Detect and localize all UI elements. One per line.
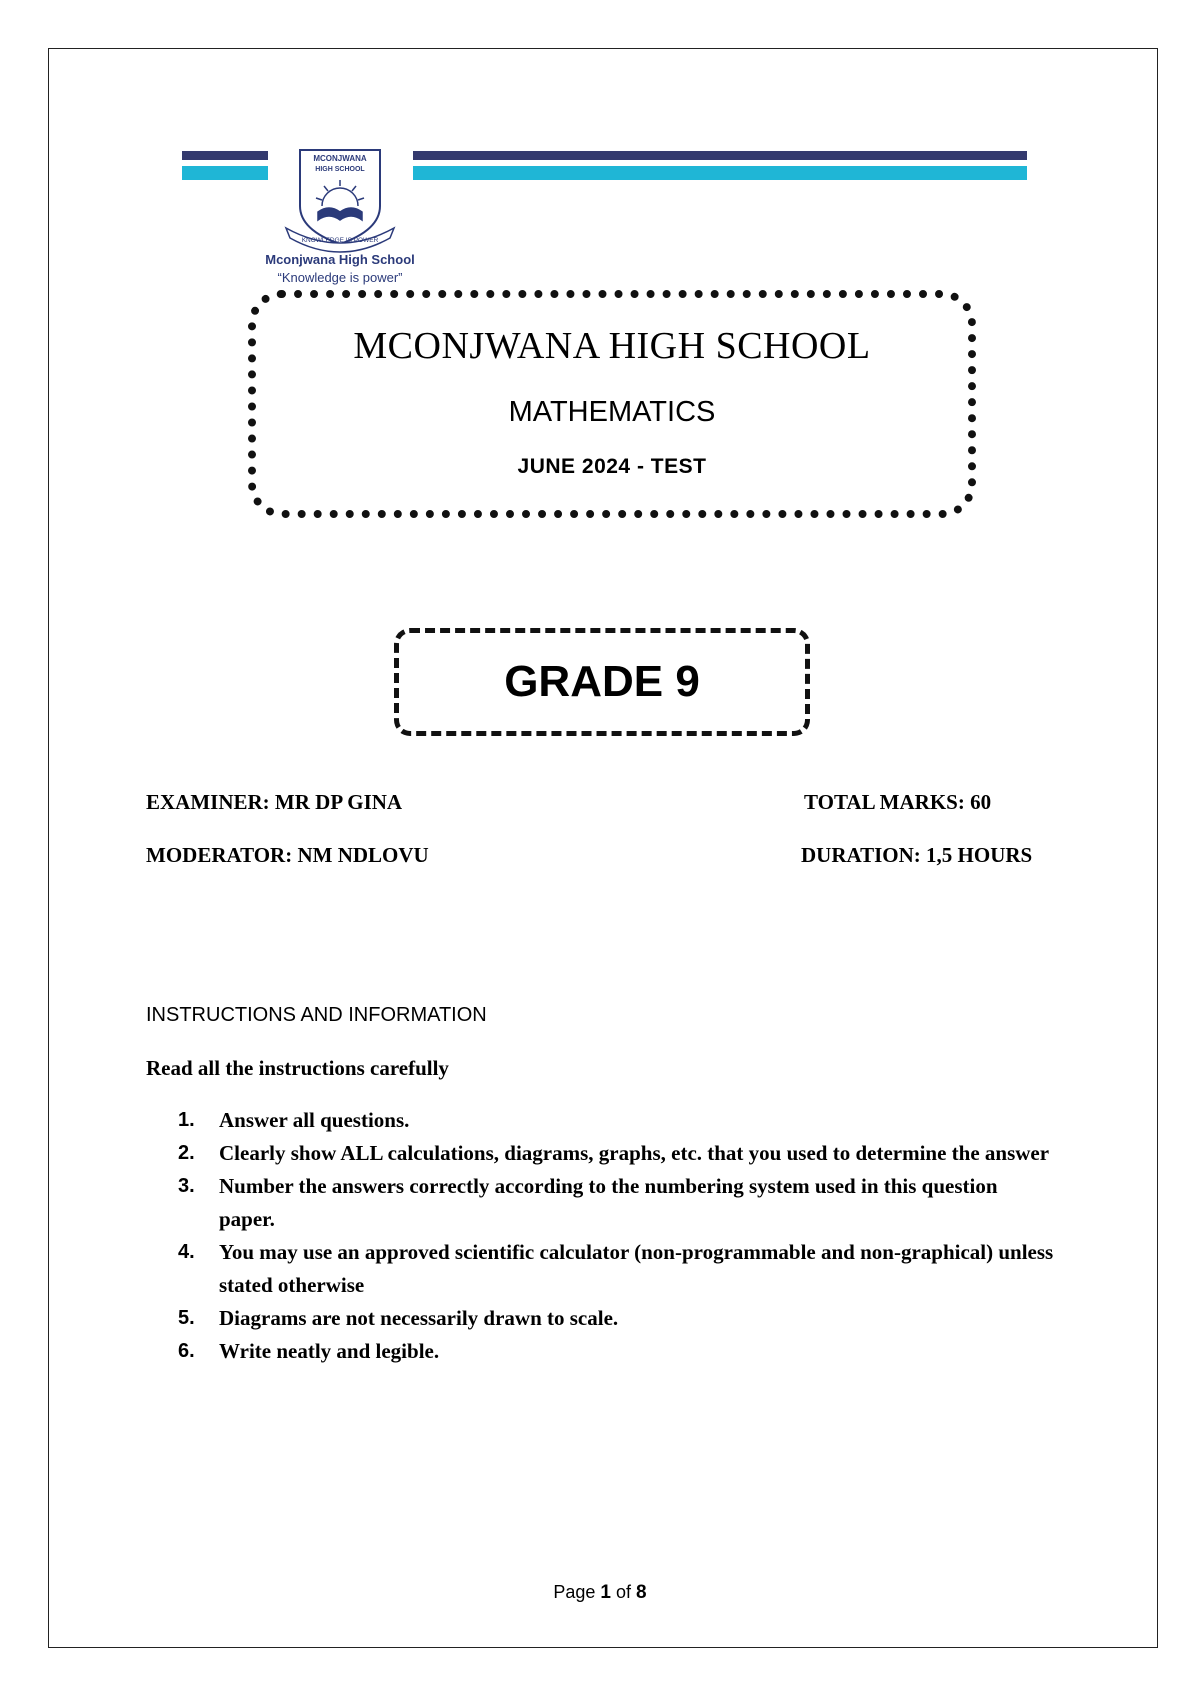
test-name: JUNE 2024 - TEST [517,455,707,478]
title-box [248,290,976,518]
instruction-item [178,1137,1058,1170]
total-marks: TOTAL MARKS: 60 [804,790,992,814]
instruction-number: 4. [178,1241,195,1263]
grade-box: GRADE 9 [394,628,810,736]
instruction-item [178,1170,1058,1236]
instruction-number: 1. [178,1109,195,1131]
school-title: MCONJWANA HIGH SCHOOL [353,325,871,367]
subject-title: MATHEMATICS [508,396,716,428]
instruction-text: Clearly show ALL calculations, diagrams, graphs, etc. that you used to determine the answer [219,1141,1050,1165]
instruction-item [178,1302,1058,1335]
duration: DURATION: 1,5 HOURS [801,843,1033,867]
logo-motto: “Knowledge is power” [277,270,403,285]
instructions-list [178,1104,1058,1368]
instruction-item [178,1236,1058,1302]
moderator: MODERATOR: NM NDLOVU [146,843,429,867]
instruction-text: Write neatly and legible. [219,1339,440,1363]
school-crest-logo [282,146,398,256]
instruction-item [178,1104,1058,1137]
footer-of-word: of [616,1582,632,1602]
instruction-text: Number the answers correctly according to the numbering system used in this question paper. [219,1174,998,1231]
instruction-text: You may use an approved scientific calculator (non-programmable and non-graphical) unless stated otherwise [219,1240,1054,1297]
crest-text-line1: MCONJWANA [313,154,367,163]
footer-page-total: 8 [636,1582,647,1603]
instruction-number: 2. [178,1142,195,1164]
instruction-item [178,1335,1058,1368]
instruction-text: Diagrams are not necessarily drawn to scale. [219,1306,619,1330]
crest-text-line2: HIGH SCHOOL [315,166,365,173]
examiner: EXAMINER: MR DP GINA [146,790,403,814]
header-bar-right-cyan [413,166,1027,180]
footer-page-number: 1 [600,1582,611,1603]
instructions-intro: Read all the instructions carefully [146,1056,449,1080]
instruction-number: 5. [178,1307,195,1329]
page-footer [0,1582,1200,1604]
logo-school-name: Mconjwana High School [265,252,415,267]
instruction-text: Answer all questions. [219,1108,410,1132]
instructions-heading: INSTRUCTIONS AND INFORMATION [146,1004,487,1026]
crest-ribbon-text: KNOWLEDGE IS POWER [301,237,379,244]
header-bar-left-cyan [182,166,268,180]
footer-page-word: Page [553,1582,596,1602]
header-bar-left-navy [182,151,268,160]
instruction-number: 3. [178,1175,195,1197]
instruction-number: 6. [178,1340,195,1362]
header-bar-right-navy [413,151,1027,160]
logo-caption [250,251,430,287]
